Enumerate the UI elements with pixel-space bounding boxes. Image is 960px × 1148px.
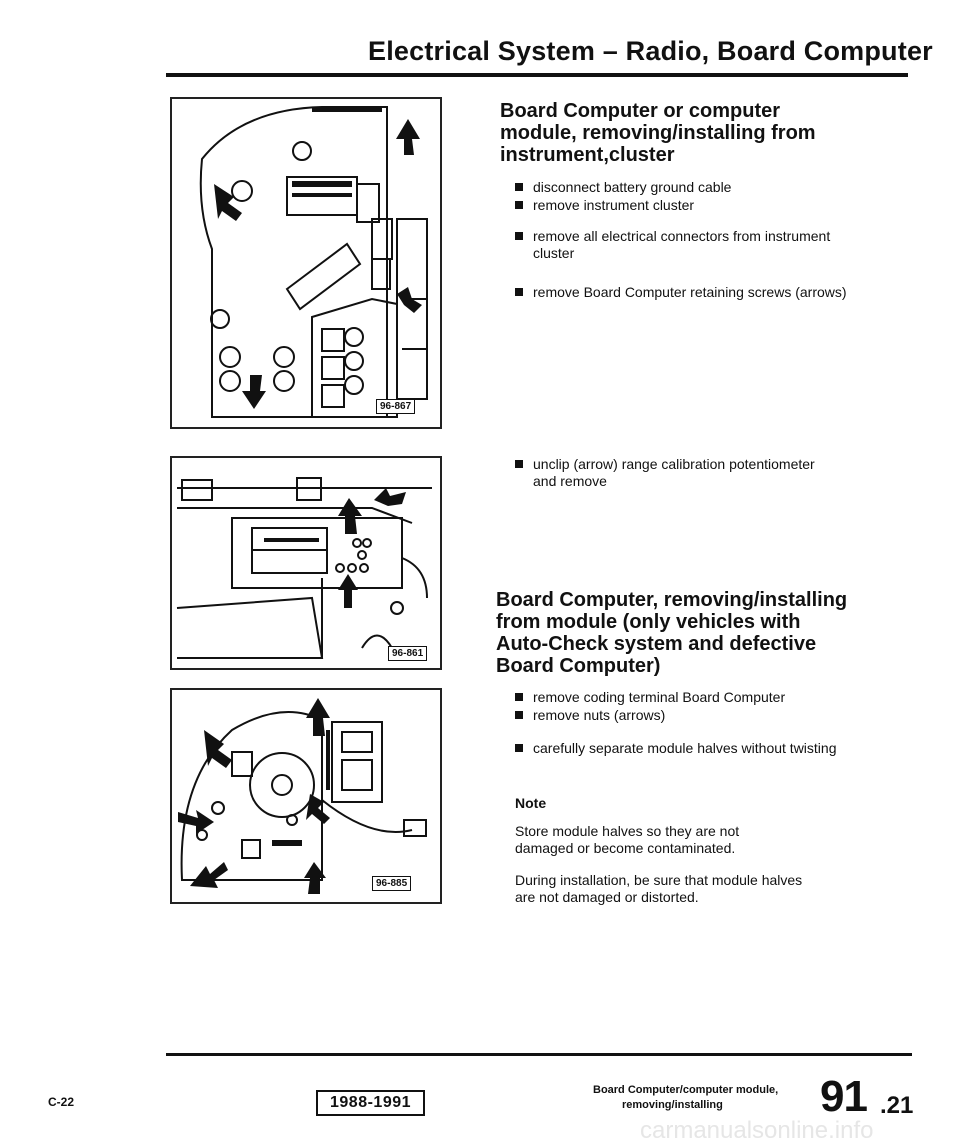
- bullet-icon: [515, 460, 523, 468]
- watermark: carmanualsonline.info: [640, 1117, 874, 1144]
- figure-number: 96-885: [372, 876, 411, 891]
- page-number: C-22: [48, 1095, 75, 1109]
- step-item: disconnect battery ground cable: [515, 179, 863, 196]
- note-heading: Note: [515, 795, 547, 811]
- step-item: remove instrument cluster: [515, 197, 863, 214]
- bullet-icon: [515, 201, 523, 209]
- model-years-box: 1988-1991: [316, 1090, 425, 1116]
- step-item: remove all electrical connectors from instrument cluster: [515, 228, 833, 262]
- module-halves-illustration: [172, 690, 440, 902]
- bullet-icon: [515, 693, 523, 701]
- bullet-icon: [515, 232, 523, 240]
- cluster-rear-illustration: [172, 99, 440, 427]
- bullet-icon: [515, 288, 523, 296]
- figure-cluster-rear: [170, 97, 442, 429]
- figure-module-halves: [170, 688, 442, 904]
- section-subnumber: .21: [880, 1092, 914, 1119]
- footer-rule: [166, 1053, 912, 1056]
- note-paragraph: During installation, be sure that module halves are not damaged or distorted.: [515, 872, 803, 905]
- step-item: carefully separate module halves without twisting: [515, 740, 853, 757]
- bullet-icon: [515, 744, 523, 752]
- step-item: unclip (arrow) range calibration potentiometer and remove: [515, 456, 833, 490]
- section-number: 91: [820, 1072, 867, 1121]
- header-rule: [166, 73, 908, 77]
- potentiometer-illustration: [172, 458, 440, 668]
- footer-label-line1: Board Computer/computer module,: [593, 1084, 779, 1096]
- step-item: remove Board Computer retaining screws (arrows): [515, 284, 873, 301]
- note-paragraph: Store module halves so they are not damaged or become contaminated.: [515, 823, 740, 856]
- step-item: remove nuts (arrows): [515, 707, 873, 724]
- page-title: Electrical System – Radio, Board Computer: [368, 36, 933, 66]
- figure-number: 96-867: [376, 399, 415, 414]
- section-title: Board Computer or computer module, removing/installing from instrument,cluster: [500, 100, 816, 166]
- bullet-icon: [515, 183, 523, 191]
- figure-potentiometer: [170, 456, 442, 670]
- step-item: remove coding terminal Board Computer: [515, 689, 873, 706]
- bullet-icon: [515, 711, 523, 719]
- section-title: Board Computer, removing/installing from module (only vehicles with Auto-Check system and defective Board Computer): [496, 589, 848, 677]
- figure-number: 96-861: [388, 646, 427, 661]
- footer-label-line2: removing/installing: [622, 1099, 723, 1111]
